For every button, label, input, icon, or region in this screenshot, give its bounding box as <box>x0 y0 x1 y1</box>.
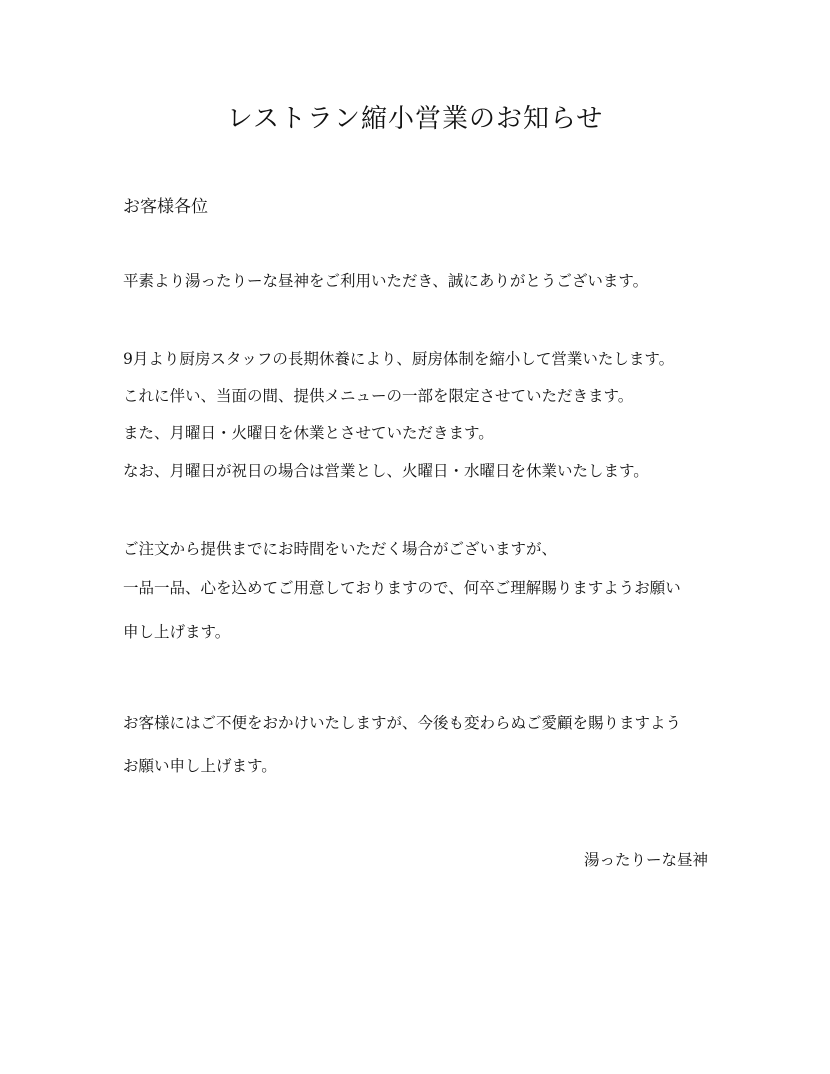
notice-line: 9月より厨房スタッフの長期休養により、厨房体制を縮小して営業いたします。 <box>123 350 675 368</box>
salutation: お客様各位 <box>123 197 208 217</box>
service-line: 一品一品、心を込めてご用意しておりますので、何卒ご理解賜りますようお願い <box>123 579 681 597</box>
notice-line: なお、月曜日が祝日の場合は営業とし、火曜日・水曜日を休業いたします。 <box>123 462 649 480</box>
notice-line: これに伴い、当面の間、提供メニューの一部を限定させていただきます。 <box>123 387 634 405</box>
service-line: 申し上げます。 <box>123 623 231 641</box>
greeting-line: 平素より湯ったりーな昼神をご利用いただき、誠にありがとうございます。 <box>123 272 649 290</box>
closing-line: お客様にはご不便をおかけいたしますが、今後も変わらぬご愛顧を賜りますよう <box>123 714 682 732</box>
closing-line: お願い申し上げます。 <box>123 757 277 775</box>
notice-line: また、月曜日・火曜日を休業とさせていただきます。 <box>123 424 494 442</box>
document-title: レストラン縮小営業のお知らせ <box>226 104 604 134</box>
signature: 湯ったりーな昼神 <box>583 851 708 869</box>
service-line: ご注文から提供までにお時間をいただく場合がございますが、 <box>123 540 558 558</box>
